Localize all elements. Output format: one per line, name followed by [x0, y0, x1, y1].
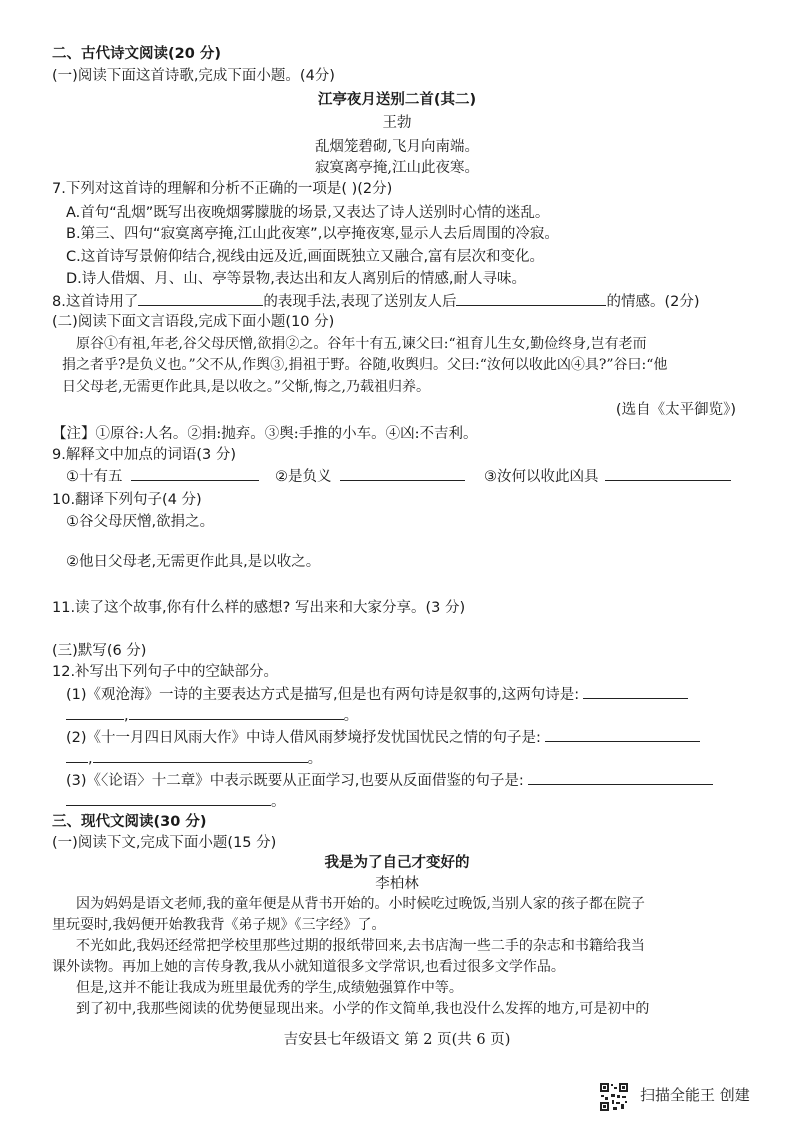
classical-text-line: 捐之者乎?是负义也。”父不从,作舆③,捐祖于野。谷随,收舆归。父曰:“汝何以收此凶④具?”谷曰:“他 — [62, 357, 668, 373]
q8-line — [52, 291, 700, 312]
q12-2-blank-a[interactable] — [545, 727, 700, 742]
q7-option-c: C.这首诗写景俯仰结合,视线由远及近,画面既独立又融合,富有层次和变化。 — [66, 249, 545, 265]
q9-stem: 9.解释文中加点的词语(3 分) — [52, 447, 236, 463]
q12-item-1: (1)《观沧海》一诗的主要表达方式是描写,但是也有两句诗是叙事的,这两句诗是: — [66, 684, 688, 705]
q12-1-blank-b[interactable] — [66, 705, 124, 720]
q12-3-blank-b[interactable] — [66, 791, 271, 806]
poem-author: 王勃 — [382, 115, 412, 131]
q12-2-blank-c[interactable] — [93, 748, 308, 763]
q10-item-2: ②他日父母老,无需更作此具,是以收之。 — [66, 554, 321, 570]
q9-item-1: ①十有五 — [66, 466, 259, 487]
q12-item-1-cont: , 。 — [66, 705, 358, 726]
recitation-intro: (三)默写(6 分) — [52, 643, 147, 659]
article-author: 李柏林 — [375, 876, 419, 892]
q12-1-blank-a[interactable] — [583, 684, 688, 699]
q12-item-2: (2)《十一月四日风雨大作》中诗人借风雨梦境抒发忧国忧民之情的句子是: — [66, 727, 700, 748]
q10-item-1: ①谷父母厌憎,欲捐之。 — [66, 514, 215, 530]
q10-stem: 10.翻译下列句子(4 分) — [52, 492, 202, 508]
classical-note: 【注】①原谷:人名。②捐:抛弃。③舆:手推的小车。④凶:不吉利。 — [52, 426, 478, 442]
poem-intro: (一)阅读下面这首诗歌,完成下面小题。(4分) — [52, 68, 335, 84]
classical-source: (选自《太平御览》) — [615, 402, 736, 418]
article-line: 里玩耍时,我妈便开始教我背《弟子规》《三字经》了。 — [52, 917, 386, 933]
q9-item-2: ②是负义 — [275, 466, 465, 487]
article-line: 不光如此,我妈还经常把学校里那些过期的报纸带回来,去书店淘一些二手的杂志和书籍给我当 — [76, 938, 645, 954]
article-line: 因为妈妈是语文老师,我的童年便是从背书开始的。小时候吃过晚饭,当别人家的孩子都在院子 — [76, 896, 645, 912]
poem-title: 江亭夜月送别二首(其二) — [317, 92, 477, 108]
q11-stem: 11.读了这个故事,你有什么样的感想? 写出来和大家分享。(3 分) — [52, 600, 466, 616]
article-line: 课外读物。再加上她的言传身教,我从小就知道很多文学常识,也看过很多文学作品。 — [52, 959, 565, 975]
classical-text-line: 原谷①有祖,年老,谷父母厌憎,欲捐②之。谷年十有五,谏父曰:“祖育儿生女,勤俭终身,岂有老而 — [76, 336, 647, 352]
q8-blank-2[interactable] — [456, 291, 606, 306]
poem-line: 乱烟笼碧砌,飞月向南端。 — [314, 139, 480, 155]
q7-stem: 7.下列对这首诗的理解和分析不正确的一项是( )(2分) — [52, 181, 393, 197]
q8-text-3: 的情感。(2分) — [606, 294, 700, 310]
classical-intro: (二)阅读下面文言语段,完成下面小题(10 分) — [52, 314, 335, 330]
q8-blank-1[interactable] — [138, 291, 263, 306]
q12-item-3-cont: 。 — [66, 791, 286, 812]
classical-text-line: 日父母老,无需更作此具,是以收之。”父惭,悔之,乃载祖归养。 — [62, 379, 430, 395]
q12-2-blank-b[interactable] — [66, 748, 88, 763]
q7-option-a: A.首句“乱烟”既写出夜晚烟雾朦胧的场景,又表达了诗人送别时心情的迷乱。 — [66, 205, 550, 221]
section3-title: 三、现代文阅读(30 分) — [52, 814, 207, 830]
q8-text-1: 8.这首诗用了 — [52, 294, 139, 310]
qr-code-icon — [599, 1082, 629, 1112]
q9-blank-2[interactable] — [340, 466, 465, 481]
q12-3-blank-a[interactable] — [528, 770, 713, 785]
q12-item-3: (3)《〈论语〉十二章》中表示既要从正面学习,也要从反面借鉴的句子是: — [66, 770, 713, 791]
article-line: 到了初中,我那些阅读的优势便显现出来。小学的作文简单,我也没什么发挥的地方,可是初中的 — [76, 1001, 650, 1017]
q9-blank-3[interactable] — [605, 466, 731, 481]
q9-blank-1[interactable] — [131, 466, 259, 481]
modern-intro: (一)阅读下文,完成下面小题(15 分) — [52, 835, 277, 851]
q8-text-2: 的表现手法,表现了送别友人后 — [263, 294, 457, 310]
scanner-watermark: 扫描全能王 创建 — [640, 1086, 750, 1104]
q12-stem: 12.补写出下列句子中的空缺部分。 — [52, 664, 279, 680]
q9-item-3: ③汝何以收此凶具 — [484, 466, 731, 487]
page-footer: 吉安县七年级语文 第 2 页(共 6 页) — [283, 1032, 511, 1048]
poem-line: 寂寞离亭掩,江山此夜寒。 — [314, 160, 480, 176]
q7-option-b: B.第三、四句“寂寞离亭掩,江山此夜寒”,以亭掩夜寒,显示人去后周围的冷寂。 — [66, 226, 559, 242]
article-title: 我是为了自己才变好的 — [324, 855, 470, 871]
q12-item-2-cont: , 。 — [66, 748, 322, 769]
article-line: 但是,这并不能让我成为班里最优秀的学生,成绩勉强算作中等。 — [76, 980, 463, 996]
q7-option-d: D.诗人借烟、月、山、亭等景物,表达出和友人离别后的情感,耐人寻味。 — [66, 271, 526, 287]
section2-title: 二、古代诗文阅读(20 分) — [52, 46, 221, 62]
q12-1-blank-c[interactable] — [129, 705, 344, 720]
